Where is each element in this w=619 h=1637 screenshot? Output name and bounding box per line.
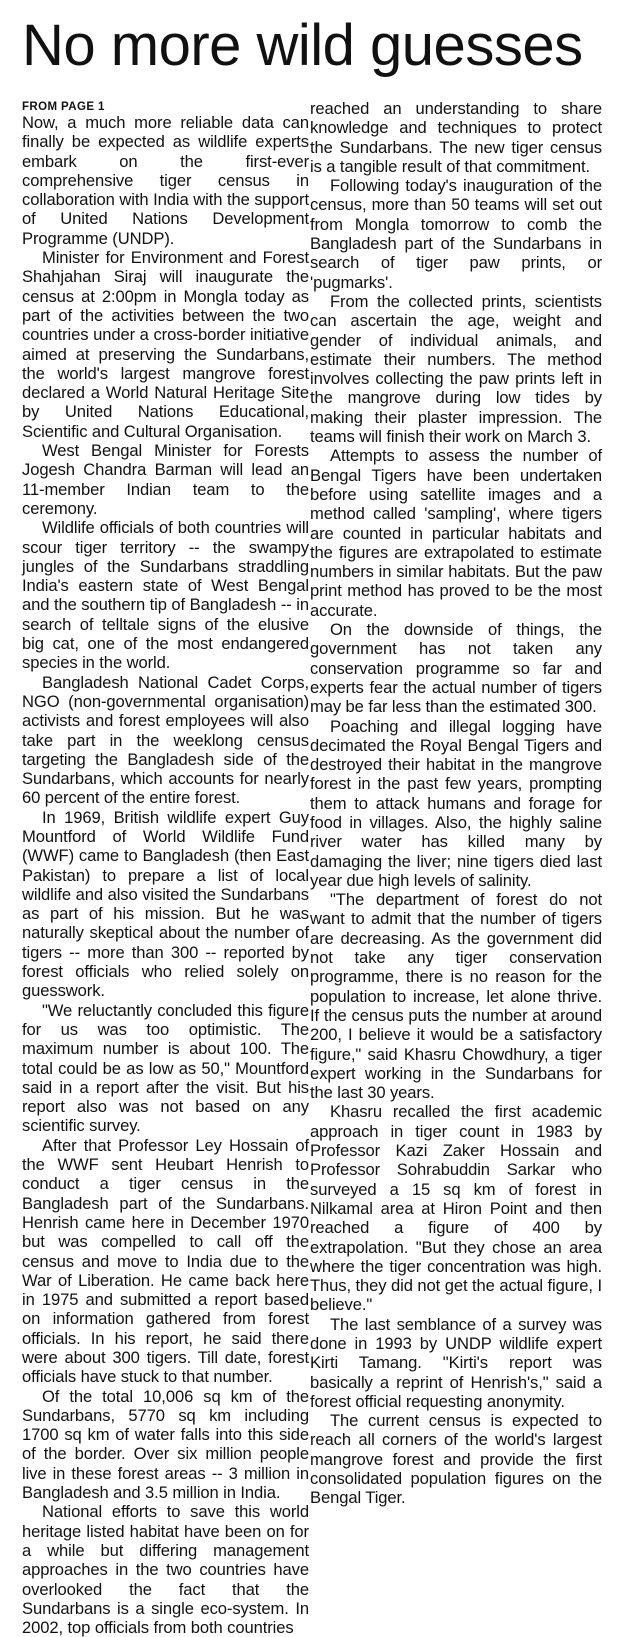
- paragraph: Minister for Environment and Forest Shahjahan Siraj will inaugurate the census at 2:00pm in Mongla today as part of the activities between the two countries under a cross-border initiative aimed at preserving the Sundarbans, the world's largest mangrove forest declared a World Natural Heritage Site by United Nations Educational, Scientific and Cultural Organisation.: [22, 248, 309, 441]
- paragraph: Following today's inauguration of the census, more than 50 teams will set out from Mongla tomorrow to comb the Bangladesh part of the Sundarbans in search of tiger paw prints, or 'pugmarks'.: [310, 176, 602, 292]
- paragraph: The last semblance of a survey was done in 1993 by UNDP wildlife expert Kirti Tamang. "Kirti's report was basically a reprint of Henrish's," said a forest official requesting anonymity.: [310, 1314, 602, 1411]
- paragraph: The current census is expected to reach all corners of the world's largest mangrove forest and provide the first consolidated population figures on the Bengal Tiger.: [310, 1411, 602, 1508]
- paragraph: "The department of forest do not want to admit that the number of tigers are decreasing. As the government did not take any tiger conservation programme, there is no reason for the population to increase, let alone thrive. If the census puts the number at around 200, I believe it would be a satisfactory figure," said Khasru Chowdhury, a tiger expert working in the Sundarbans for the last 30 years.: [310, 890, 602, 1103]
- paragraph: Of the total 10,006 sq km of the Sundarbans, 5770 sq km including 1700 sq km of water falls into this side of the border. Over six million people live in these forest areas -- 3 million in Bangladesh and 3.5 million in India.: [22, 1386, 309, 1503]
- paragraph: National efforts to save this world heritage listed habitat have been on for a while but differing management approaches in the two countries have overlooked the fact that the Sundarbans is a single eco-system. In 2002, top officials from both countries: [22, 1502, 309, 1637]
- paragraph: Bangladesh National Cadet Corps, NGO (non-governmental organisation) activists and forest employees will also take part in the weeklong census targeting the Bangladesh side of the Sundarbans, which accounts for nearly 60 percent of the entire forest.: [22, 672, 309, 808]
- paragraph: Khasru recalled the first academic approach in tiger count in 1983 by Professor Kazi Zaker Hossain and Professor Sohrabuddin Sarkar who surveyed a 15 sq km of forest in Nilkamal area at Hiron Point and then reached a figure of 400 by extrapolation. "But they chose an area where the tiger concentration was high. Thus, they did not get the actual figure, I believe.": [310, 1102, 602, 1315]
- paragraph: Now, a much more reliable data can finally be expected as wildlife experts embark on the first-ever comprehensive tiger census in collaboration with India with the support of United Nations Development Programme (UNDP).: [22, 113, 309, 248]
- paragraph: In 1969, British wildlife expert Guy Mountford of World Wildlife Fund (WWF) came to Bangladesh (then East Pakistan) to prepare a list of local wildlife and also visited the Sundarbans as part of his mission. But he was naturally skeptical about the number of tigers -- more than 300 -- reported by forest officials who relied solely on guesswork.: [22, 807, 309, 1001]
- article-column-left: [22, 101, 309, 1637]
- paragraph: West Bengal Minister for Forests Jogesh Chandra Barman will lead an 11-member Indian team to the ceremony.: [22, 441, 309, 518]
- paragraph: On the downside of things, the government has not taken any conservation programme so far and experts fear the actual number of tigers may be far less than the estimated 300.: [310, 620, 602, 717]
- kicker: FROM PAGE 1: [22, 101, 105, 113]
- paragraph-continuation: reached an understanding to share knowledge and techniques to protect the Sundarbans. The new tiger census is a tangible result of that commitment.: [310, 99, 602, 176]
- article-column-right: [310, 99, 602, 1508]
- headline: No more wild guesses: [22, 13, 583, 78]
- paragraph: "We reluctantly concluded this figure for us was too optimistic. The maximum number is about 100. The total could be as low as 50," Mountford said in a report after the visit. But his report also was not based on any scientific survey.: [22, 1000, 309, 1136]
- paragraph: Attempts to assess the number of Bengal Tigers have been undertaken before using satellite images and a method called 'sampling', where tigers are counted in particular habitats and the figures are extrapolated to estimate numbers in similar habitats. But the paw print method has proved to be the most accurate.: [310, 446, 602, 620]
- paragraph: From the collected prints, scientists can ascertain the age, weight and gender of individual animals, and estimate their numbers. The method involves collecting the paw prints left in the mangrove during low tides by making their plaster impression. The teams will finish their work on March 3.: [310, 291, 602, 447]
- paragraph: Poaching and illegal logging have decimated the Royal Bengal Tigers and destroyed their habitat in the mangrove forest in the past few years, prompting them to attack humans and forage for food in villages. Also, the highly saline river water has killed many by damaging the liver; nine tigers died last year due high levels of salinity.: [310, 716, 602, 890]
- paragraph: After that Professor Ley Hossain of the WWF sent Heubart Henrish to conduct a tiger census in the Bangladesh part of the Sundarbans. Henrish came here in December 1970 but was compelled to call off the census and move to India due to the War of Liberation. He came back here in 1975 and submitted a report based on information gathered from forest officials. In his report, he said there were about 300 tigers. Till date, forest officials have stuck to that number.: [22, 1135, 309, 1387]
- paragraph: Wildlife officials of both countries will scour tiger territory -- the swampy jungles of the Sundarbans straddling India's eastern state of West Bengal and the southern tip of Bangladesh -- in search of telltale signs of the elusive big cat, one of the most endangered species in the world.: [22, 518, 309, 673]
